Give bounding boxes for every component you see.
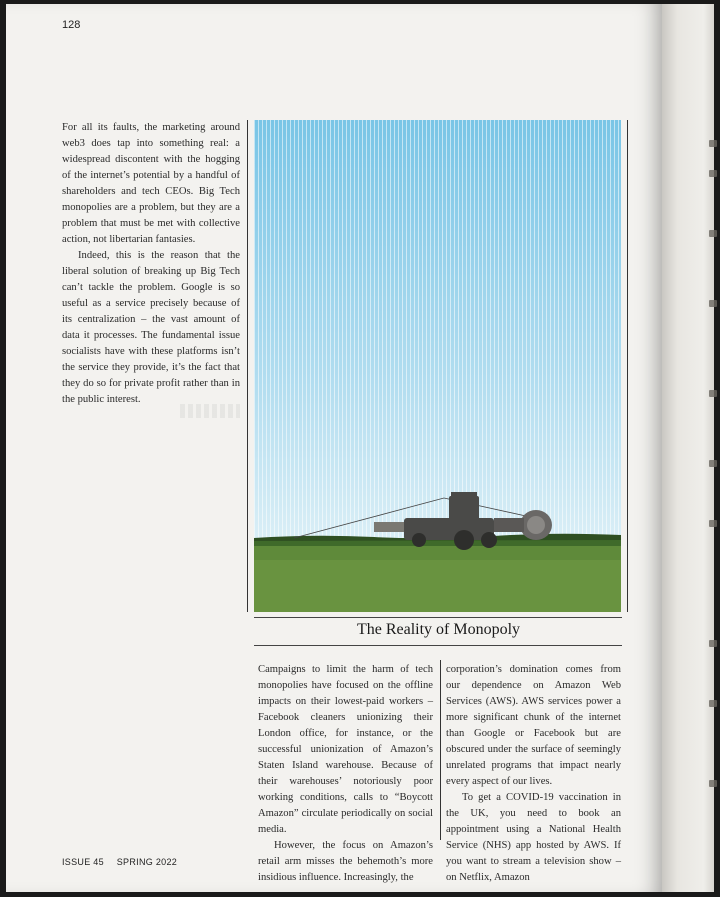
paragraph: Indeed, this is the reason that the liberal solution of breaking up Big Tech can’t tackle the problem. Google is so useful as a service precisely because of its centralization – the vast amount of data it processes. The fundamental issue socialists have with these platforms isn’t the service they provide, it’s the fact that they do so for private profit rather than in the public interest.	[62, 250, 240, 405]
next-page-text-fragment	[709, 390, 717, 397]
next-page-text-fragment	[709, 170, 717, 177]
body-column-1	[258, 662, 433, 886]
photo-scene	[254, 120, 621, 612]
paragraph: However, the focus on Amazon’s retail arm misses the behemoth’s more insidious influence. Increasingly, the	[258, 840, 433, 883]
show-through-text	[180, 404, 240, 418]
next-page-text-fragment	[709, 140, 717, 147]
next-page-text-fragment	[709, 460, 717, 467]
column-rule	[627, 120, 628, 612]
title-rule-top	[254, 617, 622, 618]
paragraph: Campaigns to limit the harm of tech monopolies have focused on the offline impacts on their lowest-paid workers – Facebook cleaners unionizing their London office, for instance, or the successful unionization of Amazon’s Staten Island warehouse. Because of their warehouses’ notoriously poor working conditions, calls to “Boycott Amazon” circulate periodically on social media.	[258, 664, 433, 835]
next-page-edge	[662, 4, 714, 892]
body-column-2	[446, 662, 621, 886]
section-title: The Reality of Monopoly	[356, 621, 521, 638]
next-page-text-fragment	[709, 300, 717, 307]
next-page-text-fragment	[709, 700, 717, 707]
footer-folio	[62, 857, 177, 867]
left-column-text	[62, 120, 240, 408]
photo-field-machine	[254, 120, 621, 612]
title-rule-bottom	[254, 645, 622, 646]
column-rule	[247, 120, 248, 612]
column-rule	[440, 660, 441, 840]
next-page-text-fragment	[709, 780, 717, 787]
next-page-text-fragment	[709, 230, 717, 237]
paragraph: For all its faults, the marketing around web3 does tap into something real: a widespread discontent with the hogging of the internet’s potential by a handful of shareholders and tech CEOs. Big Tech monopolies are a problem, but they are a problem that must be met with collective action, not libertarian fantasies.	[62, 122, 240, 245]
page-number: 128	[62, 19, 81, 31]
issue-label: ISSUE 45	[62, 857, 104, 867]
paragraph: corporation’s domination comes from our dependence on Amazon Web Services (AWS). AWS services power a more significant chunk of the internet than Google or Facebook but are obscured under the surface of seemingly unrelated programs that impact nearly every aspect of our lives.	[446, 664, 621, 787]
paragraph: To get a COVID-19 vaccination in the UK, you need to book an appointment using a National Health Service (NHS) app hosted by AWS. If you want to stream a television show – on Netflix, Amazon	[446, 792, 621, 883]
next-page-text-fragment	[709, 640, 717, 647]
next-page-text-fragment	[709, 520, 717, 527]
season-label: SPRING 2022	[116, 857, 178, 867]
